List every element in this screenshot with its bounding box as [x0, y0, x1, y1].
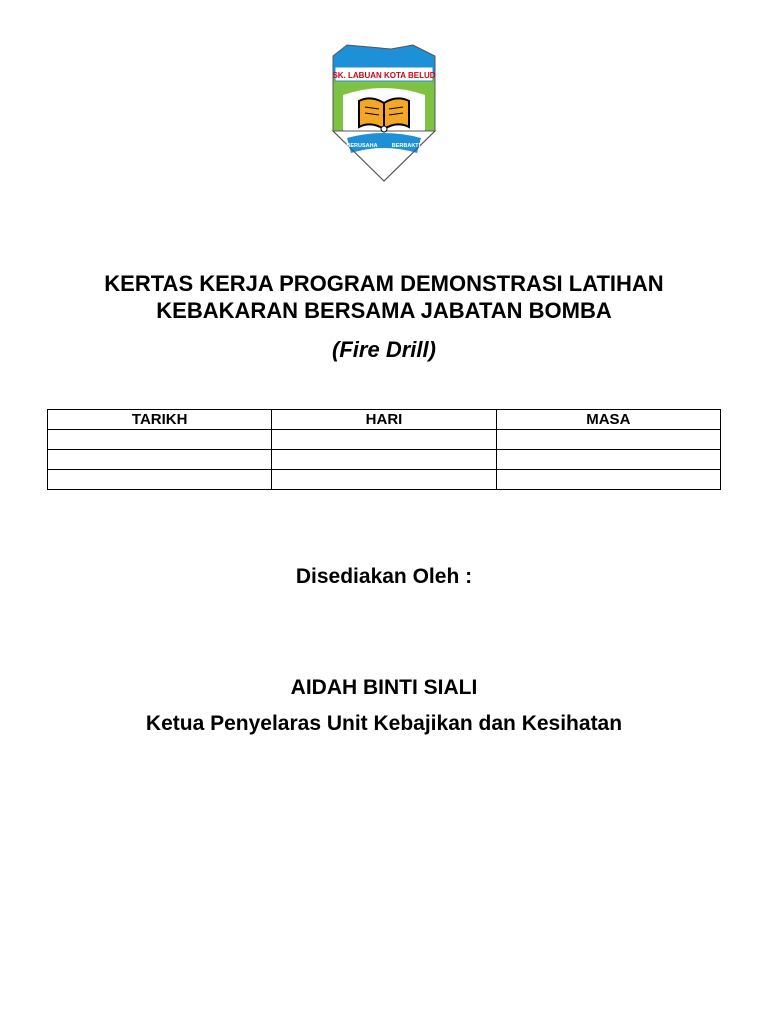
table-cell — [496, 470, 720, 490]
table-cell — [496, 450, 720, 470]
table-cell — [272, 450, 496, 470]
table-row — [48, 450, 721, 470]
table-cell — [48, 430, 272, 450]
header-hari: HARI — [272, 410, 496, 430]
table-cell — [48, 470, 272, 490]
logo-school-name: SK. LABUAN KOTA BELUD — [332, 71, 436, 80]
author-position: Ketua Penyelaras Unit Kebajikan dan Kesihatan — [145, 712, 623, 735]
schedule-table — [47, 409, 721, 490]
document-title — [0, 270, 768, 324]
table-cell — [496, 430, 720, 450]
table-row — [48, 430, 721, 450]
table-cell — [48, 450, 272, 470]
school-crest-icon — [329, 43, 439, 185]
table-cell — [272, 470, 496, 490]
school-logo — [329, 43, 439, 185]
logo-motto-right: BERBAKTI — [391, 143, 421, 149]
document-title-line-1: KERTAS KERJA PROGRAM DEMONSTRASI LATIHAN — [104, 271, 664, 296]
logo-motto-left: BERUSAHA — [346, 143, 378, 149]
header-tarikh: TARIKH — [48, 410, 272, 430]
prepared-by-label: Disediakan Oleh : — [295, 565, 473, 588]
document-subtitle: (Fire Drill) — [332, 337, 436, 362]
table-cell — [272, 430, 496, 450]
author-name: AIDAH BINTI SIALI — [290, 676, 478, 699]
document-title-line-2: KEBAKARAN BERSAMA JABATAN BOMBA — [156, 298, 612, 323]
table-header-row — [48, 410, 721, 430]
header-masa: MASA — [496, 410, 720, 430]
table-row — [48, 470, 721, 490]
